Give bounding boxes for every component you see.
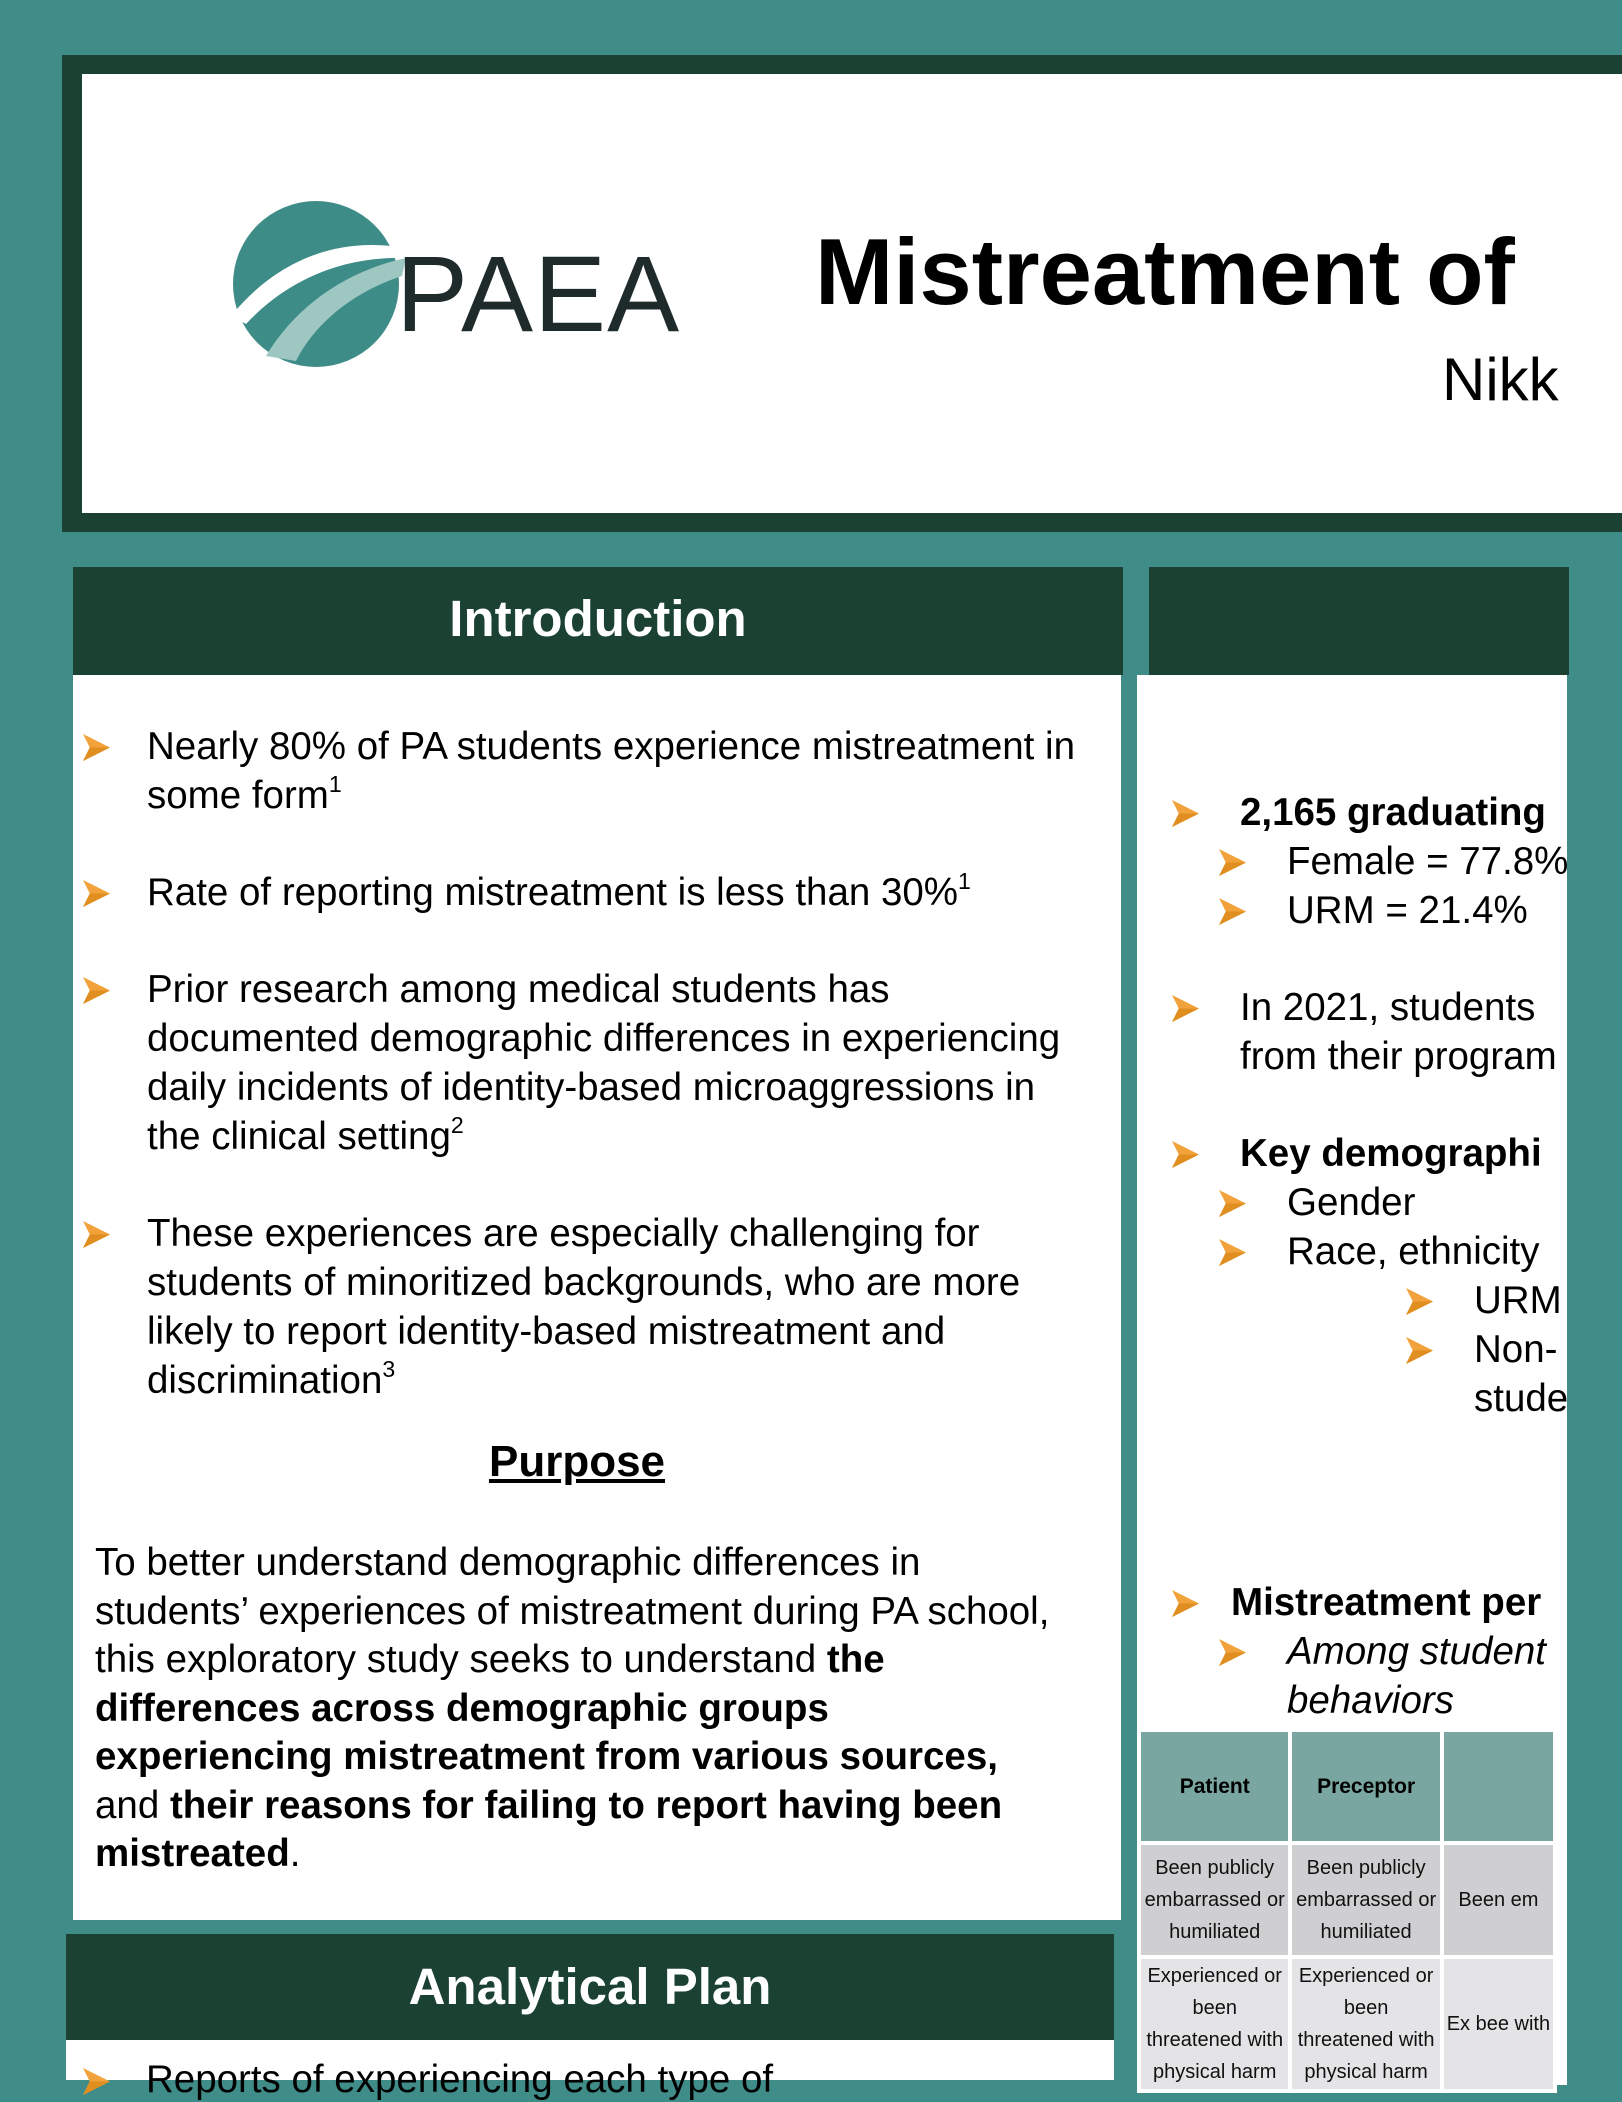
results-bullet-3: Key demographi [1240,1129,1542,1178]
poster-authors: Nikk [1442,346,1559,413]
table-cell: Been publicly embarrassed or humiliated [1139,1843,1290,1957]
arrow-bullet-icon [83,1221,110,1248]
analytical-plan-heading: Analytical Plan [66,1934,1114,2040]
introduction-panel [73,675,1121,1920]
results-bullet-2: In 2021, students from their program [1240,983,1557,1081]
arrow-bullet-icon [1406,1337,1433,1364]
purpose-text: To better understand demographic differences in students’ experiences of mistreatment during PA school, this exploratory study seeks to understand the differences across demographic groups experiencing mistreatment from various sources, and their reasons for failing to report having been mistreated. [95,1541,1050,1875]
results-heading [1149,567,1569,675]
arrow-bullet-icon [1172,1141,1199,1168]
table-cell: Experienced or been threatened with physical harm [1139,1957,1290,2091]
results-sub-2: URM = 21.4% [1287,886,1528,935]
results-bullet-1: 2,165 graduating [1240,788,1546,837]
introduction-heading [73,567,1123,675]
analytical-plan-panel [66,2040,1114,2101]
arrow-bullet-icon [1219,898,1246,925]
intro-bullet-1: Nearly 80% of PA students experience mistreatment in some form$^1$ [73,722,1081,820]
arrow-bullet-icon [83,880,110,907]
poster-title: Mistreatment of [815,219,1515,324]
results-bullet-4: Mistreatment per [1231,1578,1541,1627]
arrow-bullet-icon [83,977,110,1004]
paea-logo-icon [226,196,406,371]
arrow-bullet-icon [1219,1190,1246,1217]
mistreatment-table [1137,1728,1557,2093]
table-row [1139,1957,1555,2091]
introduction-heading-text: Introduction [449,590,747,647]
arrow-bullet-icon [1219,849,1246,876]
table-cell: Been publicly embarrassed or humiliated [1290,1843,1441,1957]
introduction-list [73,722,1081,1405]
intro-bullet-4: These experiences are especially challenging for students of minoritized backgrounds, who are more likely to report identity-based mistreatment and discrimination$^3$ [73,1209,1081,1405]
results-subsub-2: Non- stude [1474,1325,1568,1423]
table-header-3 [1442,1730,1555,1843]
arrow-bullet-icon [1219,1239,1246,1266]
results-subsub-1: URM [1474,1276,1562,1325]
results-sub-3: Gender [1287,1178,1415,1227]
results-sub-4: Race, ethnicity [1287,1227,1540,1276]
arrow-bullet-icon [1219,1639,1246,1666]
logo-wordmark: PAEA [396,233,681,354]
arrow-bullet-icon [1172,1590,1199,1617]
table-header-patient: Patient [1139,1730,1290,1843]
intro-bullet-3: Prior research among medical students has documented demographic differences in experiencing daily incidents of identity-based microaggressions in the clinical setting$^2$ [73,965,1081,1161]
arrow-bullet-icon [1406,1288,1433,1315]
arrow-bullet-icon [83,2068,110,2095]
arrow-bullet-icon [83,734,110,761]
table-row [1139,1843,1555,1957]
table-header-row [1139,1730,1555,1843]
results-sub-1: Female = 77.8% [1287,837,1568,886]
table-header-preceptor: Preceptor [1290,1730,1441,1843]
analytical-plan-bullet-1: Reports of experiencing each type of [66,2058,1114,2102]
arrow-bullet-icon [1172,800,1199,827]
arrow-bullet-icon [1172,995,1199,1022]
purpose-heading: Purpose [488,1437,666,1486]
results-sub-5: Among student behaviors [1287,1627,1546,1725]
intro-bullet-2: Rate of reporting mistreatment is less than 30%$^1$ [73,868,1081,917]
table-cell: Been em [1442,1843,1555,1957]
table-cell: Ex bee with [1442,1957,1555,2091]
table-cell: Experienced or been threatened with physical harm [1290,1957,1441,2091]
